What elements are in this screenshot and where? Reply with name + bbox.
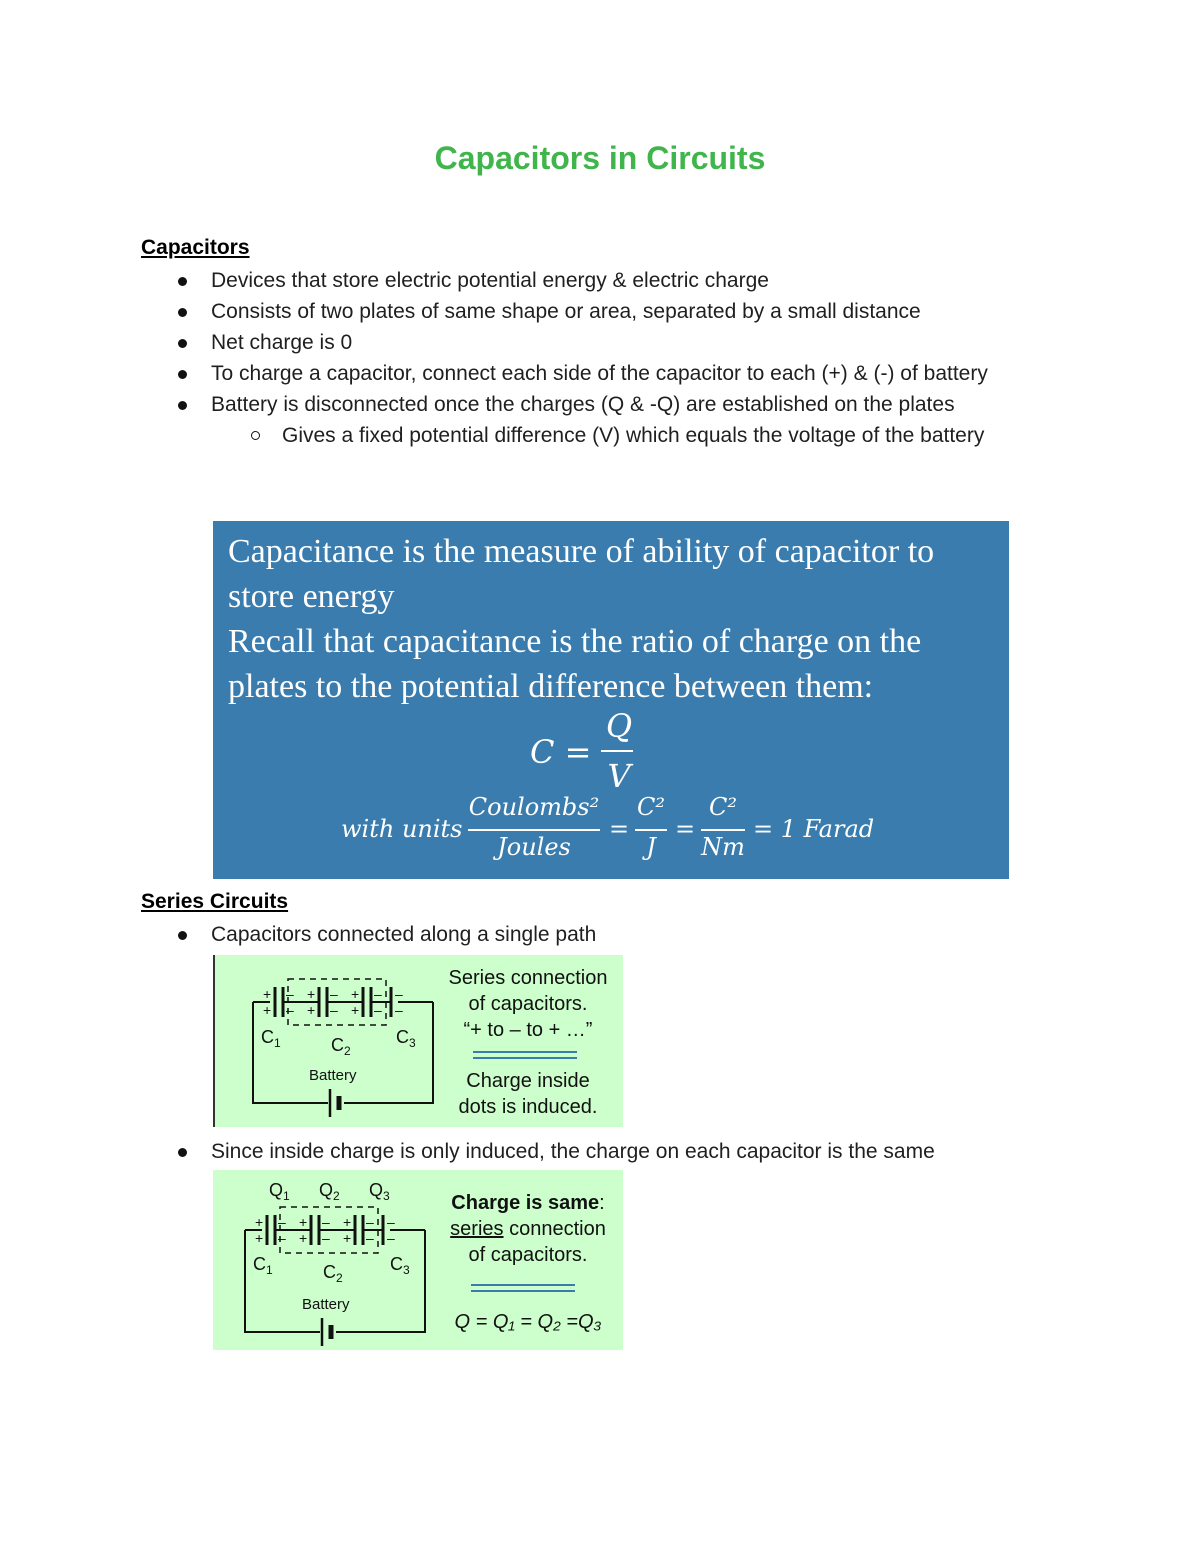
capacitors-bullet-list: [0, 265, 1200, 451]
bullet-dot-icon: [178, 308, 187, 317]
charge-same-diagram: [213, 1170, 623, 1350]
svg-text:+: +: [351, 1002, 360, 1018]
capacitance-line-2: store energy: [228, 578, 395, 615]
svg-text:–: –: [330, 986, 338, 1002]
svg-text:–: –: [278, 1214, 286, 1230]
units-denominator-3: Nm: [701, 833, 745, 861]
svg-text:+: +: [351, 986, 360, 1002]
fraction-bar: [635, 829, 667, 831]
units-numerator-1: Coulombs²: [468, 793, 600, 821]
label-battery: Battery: [302, 1296, 350, 1313]
label-battery: Battery: [309, 1067, 357, 1084]
svg-text:–: –: [278, 1230, 286, 1246]
svg-text:+: +: [263, 986, 272, 1002]
units-denominator-2: J: [646, 833, 656, 861]
svg-text:–: –: [374, 1002, 382, 1018]
svg-text:+: +: [307, 1002, 316, 1018]
fraction-bar: [701, 829, 745, 831]
svg-text:–: –: [395, 986, 403, 1002]
list-item: Net charge is 0: [0, 327, 1200, 358]
capacitance-line-1: Capacitance is the measure of ability of capacitor to: [228, 533, 935, 570]
label-c1: $C_1$: [253, 1254, 273, 1277]
hollow-bullet-icon: [251, 431, 260, 440]
diagram1-caption: Series connection of capacitors. “+ to – to + …”: [448, 967, 608, 1041]
svg-text:–: –: [395, 1002, 403, 1018]
bullet-dot-icon: [178, 277, 187, 286]
svg-text:+: +: [299, 1230, 308, 1246]
series-connection-diagram: [213, 955, 623, 1127]
capacitance-line-3: Recall that capacitance is the ratio of charge on the: [228, 623, 922, 660]
diagram1-caption-2: Charge inside dots is induced.: [458, 1070, 598, 1118]
fraction-bar: [601, 750, 633, 752]
equals-sign: =: [675, 815, 696, 843]
formula-numerator: Q: [605, 707, 633, 745]
bullet-dot-icon: [178, 370, 187, 379]
page-title: Capacitors in Circuits: [434, 140, 766, 176]
bullet-dot-icon: [178, 1148, 187, 1157]
svg-text:–: –: [366, 1230, 374, 1246]
bullet-dot-icon: [178, 931, 187, 940]
charge-equation: Q = Q₁ = Q₂ =Q₃: [454, 1311, 602, 1333]
bullet-dot-icon: [178, 339, 187, 348]
list-item: Devices that store electric potential energy & electric charge: [0, 265, 1200, 296]
svg-text:–: –: [387, 1214, 395, 1230]
list-item: Consists of two plates of same shape or area, separated by a small distance: [0, 296, 1200, 327]
capacitance-line-4: plates to the potential difference between them:: [228, 668, 874, 705]
svg-text:–: –: [286, 1002, 294, 1018]
units-denominator-1: Joules: [497, 833, 571, 861]
svg-text:–: –: [330, 1002, 338, 1018]
double-divider: [473, 1051, 577, 1059]
capacitors-heading: Capacitors: [141, 236, 250, 259]
sub-list-item: Gives a fixed potential difference (V) which equals the voltage of the battery: [0, 420, 1200, 451]
svg-text:–: –: [286, 986, 294, 1002]
bullet-dot-icon: [178, 401, 187, 410]
label-q3: $Q_3$: [369, 1180, 390, 1203]
list-item: To charge a capacitor, connect each side of the capacitor to each (+) & (-) of battery: [0, 358, 1200, 389]
svg-text:+: +: [343, 1214, 352, 1230]
units-numerator-2: C²: [637, 793, 665, 821]
diagram2-caption: Charge is same: series connection of capacitors.: [450, 1192, 606, 1266]
list-item: Since inside charge is only induced, the charge on each capacitor is the same: [0, 1136, 1200, 1167]
svg-text:–: –: [387, 1230, 395, 1246]
svg-text:+: +: [299, 1214, 308, 1230]
svg-text:–: –: [322, 1214, 330, 1230]
svg-text:–: –: [322, 1230, 330, 1246]
series-bullet-list-1: [0, 919, 1200, 950]
label-c1: $C_1$: [261, 1027, 281, 1050]
list-item: Capacitors connected along a single path: [0, 919, 1200, 950]
capacitance-definition-box: [213, 521, 1009, 879]
svg-text:+: +: [255, 1230, 264, 1246]
fraction-bar: [468, 829, 600, 831]
svg-text:+: +: [307, 986, 316, 1002]
svg-text:+: +: [255, 1214, 264, 1230]
series-bullet-list-2: [0, 1136, 1200, 1167]
units-prefix: with units: [341, 815, 463, 843]
units-numerator-3: C²: [709, 793, 737, 821]
equals-sign: =: [609, 815, 630, 843]
label-c3: $C_3$: [396, 1027, 416, 1050]
series-heading: Series Circuits: [141, 890, 289, 913]
formula-lhs: C =: [530, 733, 592, 771]
label-c2: $C_2$: [323, 1262, 343, 1285]
formula-denominator: V: [607, 757, 631, 795]
svg-text:+: +: [263, 1002, 272, 1018]
svg-text:–: –: [366, 1214, 374, 1230]
label-c3: $C_3$: [390, 1254, 410, 1277]
label-c2: $C_2$: [331, 1035, 351, 1058]
double-divider: [471, 1284, 575, 1292]
list-item: Battery is disconnected once the charges (Q & -Q) are established on the plates: [0, 389, 1200, 420]
svg-text:+: +: [343, 1230, 352, 1246]
label-q1: $Q_1$: [269, 1180, 290, 1203]
label-q2: $Q_2$: [319, 1180, 340, 1203]
svg-text:–: –: [374, 986, 382, 1002]
units-result: = 1 Farad: [753, 815, 875, 843]
